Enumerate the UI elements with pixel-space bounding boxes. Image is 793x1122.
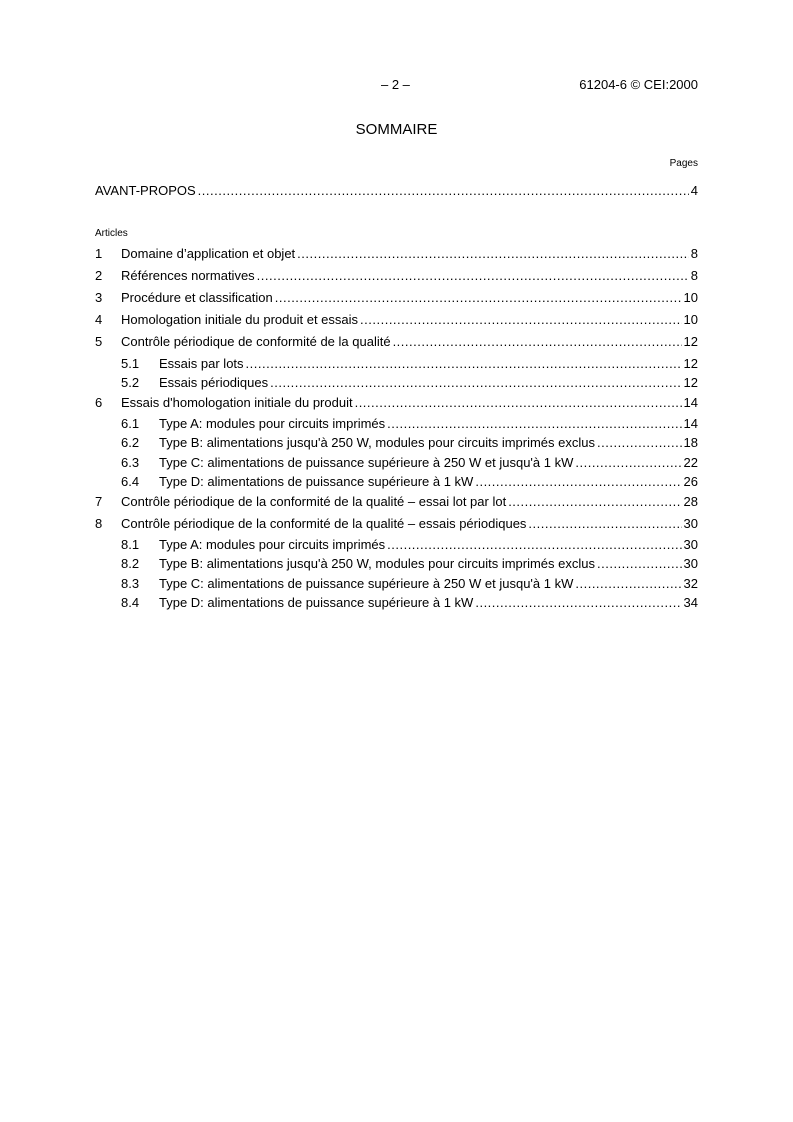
toc-entry[interactable] bbox=[95, 494, 698, 510]
toc-entry[interactable] bbox=[95, 455, 698, 471]
dot-leader bbox=[393, 334, 682, 350]
toc-entry-page: 30 bbox=[683, 516, 698, 531]
dot-leader bbox=[475, 595, 681, 611]
dot-leader bbox=[508, 494, 681, 510]
toc-entry-page: 12 bbox=[683, 375, 698, 390]
toc-entry-number: 6.1 bbox=[121, 416, 140, 431]
toc-entry-number: 8.2 bbox=[121, 556, 140, 571]
toc-entry-number: 8.4 bbox=[121, 595, 140, 610]
toc-entry-number: 7 bbox=[95, 494, 103, 509]
toc-entry[interactable] bbox=[95, 595, 698, 611]
toc-entry[interactable] bbox=[95, 435, 698, 451]
dot-leader bbox=[246, 356, 682, 372]
dot-leader bbox=[387, 416, 681, 432]
dot-leader bbox=[355, 395, 682, 411]
toc-entry-number: 6 bbox=[95, 395, 103, 410]
toc-entry-number: 4 bbox=[95, 312, 103, 327]
toc-entry-page: 10 bbox=[683, 312, 698, 327]
toc-entry-number: 2 bbox=[95, 268, 103, 283]
dot-leader bbox=[297, 246, 689, 262]
toc-entry-page: 30 bbox=[683, 537, 698, 552]
dot-leader bbox=[597, 556, 682, 572]
toc-entry-page: 8 bbox=[690, 246, 698, 261]
toc-entry[interactable] bbox=[95, 556, 698, 572]
standard-reference: 61204-6 © CEI:2000 bbox=[579, 77, 698, 92]
dot-leader bbox=[270, 375, 681, 391]
toc-entry[interactable] bbox=[95, 416, 698, 432]
dot-leader bbox=[575, 455, 681, 471]
toc-entry-title: AVANT-PROPOS bbox=[95, 183, 196, 198]
toc-entry-title: Type C: alimentations de puissance supérieure à 250 W et jusqu'à 1 kW bbox=[159, 455, 574, 470]
page-title: SOMMAIRE bbox=[355, 121, 438, 138]
toc-entry-title: Type B: alimentations jusqu'à 250 W, modules pour circuits imprimés exclus bbox=[159, 556, 596, 571]
toc-entry-page: 18 bbox=[683, 435, 698, 450]
toc-entry-title: Domaine d’application et objet bbox=[121, 246, 296, 261]
toc-entry[interactable] bbox=[95, 537, 698, 553]
dot-leader bbox=[528, 516, 681, 532]
toc-entry-title: Type A: modules pour circuits imprimés bbox=[159, 416, 386, 431]
toc-entry[interactable] bbox=[95, 576, 698, 592]
toc-entry-foreword[interactable] bbox=[95, 183, 698, 199]
page-number: – 2 – bbox=[381, 77, 410, 92]
toc-entry-title: Type A: modules pour circuits imprimés bbox=[159, 537, 386, 552]
toc-entry[interactable] bbox=[95, 334, 698, 350]
toc-entry-page: 30 bbox=[683, 556, 698, 571]
toc-entry-number: 1 bbox=[95, 246, 103, 261]
toc-entry-title: Essais par lots bbox=[159, 356, 244, 371]
toc-entry[interactable] bbox=[95, 516, 698, 532]
toc-entry[interactable] bbox=[95, 395, 698, 411]
toc-entry-title: Type B: alimentations jusqu'à 250 W, modules pour circuits imprimés exclus bbox=[159, 435, 596, 450]
toc-entry-page: 14 bbox=[683, 416, 698, 431]
toc-entry-page: 28 bbox=[683, 494, 698, 509]
toc-entry[interactable] bbox=[95, 312, 698, 328]
dot-leader bbox=[475, 474, 681, 490]
toc-entry-title: Essais périodiques bbox=[159, 375, 269, 390]
toc-entry-page: 8 bbox=[690, 268, 698, 283]
toc-entry-title: Contrôle périodique de conformité de la qualité bbox=[121, 334, 391, 349]
dot-leader bbox=[575, 576, 681, 592]
toc-entry-page: 4 bbox=[690, 183, 698, 198]
pages-column-label: Pages bbox=[669, 158, 698, 169]
dot-leader bbox=[360, 312, 682, 328]
toc-entry[interactable] bbox=[95, 375, 698, 391]
toc-entry-page: 14 bbox=[683, 395, 698, 410]
toc-entry-page: 26 bbox=[683, 474, 698, 489]
toc-entry-page: 32 bbox=[683, 576, 698, 591]
toc-entry[interactable] bbox=[95, 290, 698, 306]
toc-entry-number: 6.2 bbox=[121, 435, 140, 450]
toc-entry-number: 8 bbox=[95, 516, 103, 531]
toc-entry-title: Références normatives bbox=[121, 268, 255, 283]
toc-entry-title: Homologation initiale du produit et essais bbox=[121, 312, 359, 327]
toc-entry-title: Contrôle périodique de la conformité de la qualité – essai lot par lot bbox=[121, 494, 507, 509]
toc-entry-title: Type D: alimentations de puissance supérieure à 1 kW bbox=[159, 595, 474, 610]
toc-entry-number: 6.4 bbox=[121, 474, 140, 489]
toc-entry[interactable] bbox=[95, 474, 698, 490]
toc-entry-number: 3 bbox=[95, 290, 103, 305]
toc-entry[interactable] bbox=[95, 356, 698, 372]
toc-entry-title: Contrôle périodique de la conformité de la qualité – essais périodiques bbox=[121, 516, 527, 531]
dot-leader bbox=[257, 268, 689, 284]
toc-entry-number: 5.1 bbox=[121, 356, 140, 371]
dot-leader bbox=[275, 290, 682, 306]
toc-entry-title: Essais d'homologation initiale du produit bbox=[121, 395, 353, 410]
dot-leader bbox=[387, 537, 681, 553]
toc-entry-number: 8.3 bbox=[121, 576, 140, 591]
toc-entry[interactable] bbox=[95, 268, 698, 284]
dot-leader bbox=[597, 435, 682, 451]
toc-entry[interactable] bbox=[95, 246, 698, 262]
articles-label: Articles bbox=[95, 228, 128, 239]
toc-entry-number: 8.1 bbox=[121, 537, 140, 552]
toc-entry-title: Type D: alimentations de puissance supérieure à 1 kW bbox=[159, 474, 474, 489]
toc-entry-title: Procédure et classification bbox=[121, 290, 273, 305]
toc-entry-page: 34 bbox=[683, 595, 698, 610]
toc-entry-title: Type C: alimentations de puissance supérieure à 250 W et jusqu'à 1 kW bbox=[159, 576, 574, 591]
dot-leader bbox=[198, 183, 689, 199]
toc-entry-page: 12 bbox=[683, 356, 698, 371]
toc-entry-page: 10 bbox=[683, 290, 698, 305]
toc-entry-number: 5.2 bbox=[121, 375, 140, 390]
toc-entry-number: 6.3 bbox=[121, 455, 140, 470]
toc-entry-number: 5 bbox=[95, 334, 103, 349]
toc-entry-page: 12 bbox=[683, 334, 698, 349]
toc-entry-page: 22 bbox=[683, 455, 698, 470]
